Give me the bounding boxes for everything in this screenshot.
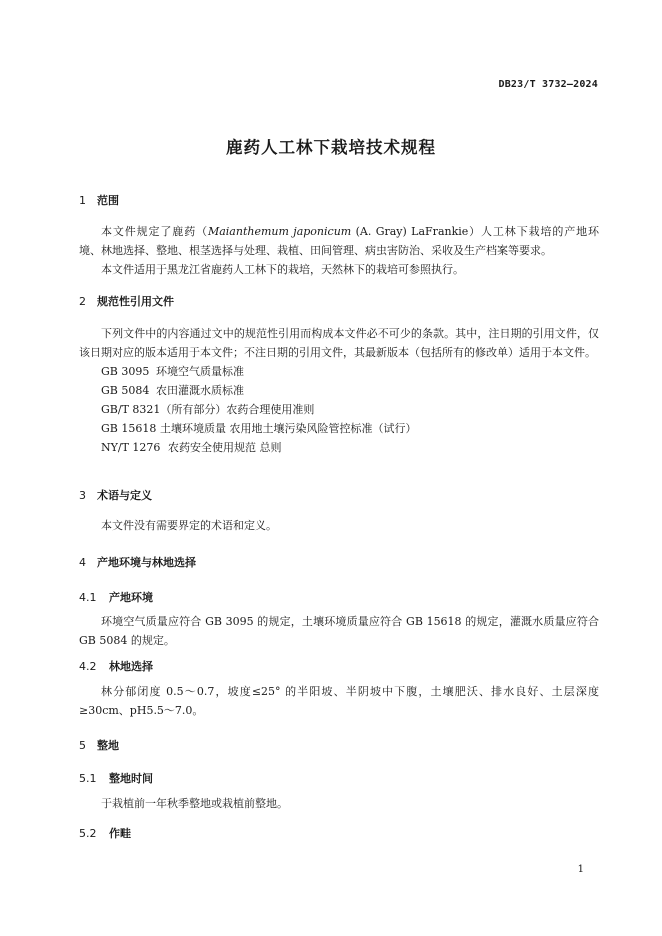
section-number: 4.1 bbox=[79, 591, 97, 604]
reference-item bbox=[79, 438, 599, 457]
reference-code: GB 3095 bbox=[101, 365, 150, 378]
section-title: 产地环境与林地选择 bbox=[97, 556, 196, 569]
section-title: 整地时间 bbox=[109, 772, 153, 785]
section-4-1-heading bbox=[79, 589, 153, 605]
section-title: 范围 bbox=[97, 194, 119, 207]
section-1-heading bbox=[79, 192, 119, 208]
section-4-1-body bbox=[79, 612, 599, 650]
section-5-1-body bbox=[79, 794, 599, 813]
section-4-2-heading bbox=[79, 658, 153, 674]
reference-title: 环境空气质量标准 bbox=[156, 365, 244, 378]
section-5-heading bbox=[79, 737, 119, 753]
paragraph: 林分郁闭度 0.5～0.7，坡度≤25° 的半阳坡、半阴坡中下腹，土壤肥沃、排水良好、土层深度≥30cm、pH5.5～7.0。 bbox=[79, 685, 599, 717]
section-5-2-heading bbox=[79, 825, 131, 841]
section-number: 1 bbox=[79, 194, 86, 207]
reference-item bbox=[79, 381, 599, 400]
section-5-1-heading bbox=[79, 770, 153, 786]
reference-title: 农药安全使用规范 总则 bbox=[168, 441, 282, 454]
section-2-heading bbox=[79, 293, 174, 309]
paragraph: 于栽植前一年秋季整地或栽植前整地。 bbox=[101, 797, 288, 810]
section-3-body bbox=[79, 516, 599, 535]
reference-title: 农田灌溉水质标准 bbox=[156, 384, 244, 397]
section-number: 5.2 bbox=[79, 827, 97, 840]
section-title: 术语与定义 bbox=[97, 489, 152, 502]
standard-code: DB23/T 3732—2024 bbox=[498, 79, 598, 90]
text-run: 本文件规定了鹿药（ bbox=[101, 225, 208, 238]
section-title: 产地环境 bbox=[109, 591, 153, 604]
section-title: 整地 bbox=[97, 739, 119, 752]
page-number: 1 bbox=[577, 864, 584, 875]
section-title: 林地选择 bbox=[109, 660, 153, 673]
section-number: 3 bbox=[79, 489, 86, 502]
document-title: 鹿药人工林下栽培技术规程 bbox=[226, 138, 436, 157]
reference-item bbox=[79, 400, 599, 419]
reference-title: （所有部分）农药合理使用准则 bbox=[160, 403, 315, 416]
reference-code: NY/T 1276 bbox=[101, 441, 161, 454]
latin-name: Maianthemum japonicum bbox=[207, 225, 352, 238]
section-title: 作畦 bbox=[109, 827, 131, 840]
paragraph: 环境空气质量应符合 GB 3095 的规定，土壤环境质量应符合 GB 15618 的规定，灌溉水质量应符合 GB 5084 的规定。 bbox=[79, 615, 599, 647]
reference-title: 土壤环境质量 农用地土壤污染风险管控标准（试行） bbox=[160, 422, 417, 435]
reference-code: GB/T 8321 bbox=[101, 403, 161, 416]
section-4-2-body bbox=[79, 682, 599, 720]
section-number: 2 bbox=[79, 295, 86, 308]
paragraph: 下列文件中的内容通过文中的规范性引用而构成本文件必不可少的条款。其中，注日期的引用文件，仅该日期对应的版本适用于本文件；不注日期的引用文件，其最新版本（包括所有的修改单）适用于本文件。 bbox=[79, 327, 599, 359]
section-number: 5.1 bbox=[79, 772, 97, 785]
reference-item bbox=[79, 419, 599, 438]
reference-code: GB 5084 bbox=[101, 384, 150, 397]
text-run: (A. Gray) LaFrankie）人工林下栽培的产地环境、林地选择、整地、根茎选择与处理、栽植、田间管理、病虫害防治、采收及生产档案等要求。 bbox=[79, 225, 600, 257]
section-number: 5 bbox=[79, 739, 86, 752]
section-number: 4.2 bbox=[79, 660, 97, 673]
section-2-body bbox=[79, 324, 599, 457]
section-3-heading bbox=[79, 487, 152, 503]
section-number: 4 bbox=[79, 556, 86, 569]
section-1-body bbox=[79, 222, 599, 279]
reference-code: GB 15618 bbox=[101, 422, 157, 435]
paragraph: 本文件适用于黑龙江省鹿药人工林下的栽培，天然林下的栽培可参照执行。 bbox=[101, 263, 464, 276]
paragraph: 本文件没有需要界定的术语和定义。 bbox=[101, 519, 277, 532]
paragraph bbox=[79, 222, 599, 260]
section-title: 规范性引用文件 bbox=[97, 295, 174, 308]
section-4-heading bbox=[79, 554, 196, 570]
reference-item bbox=[79, 362, 599, 381]
